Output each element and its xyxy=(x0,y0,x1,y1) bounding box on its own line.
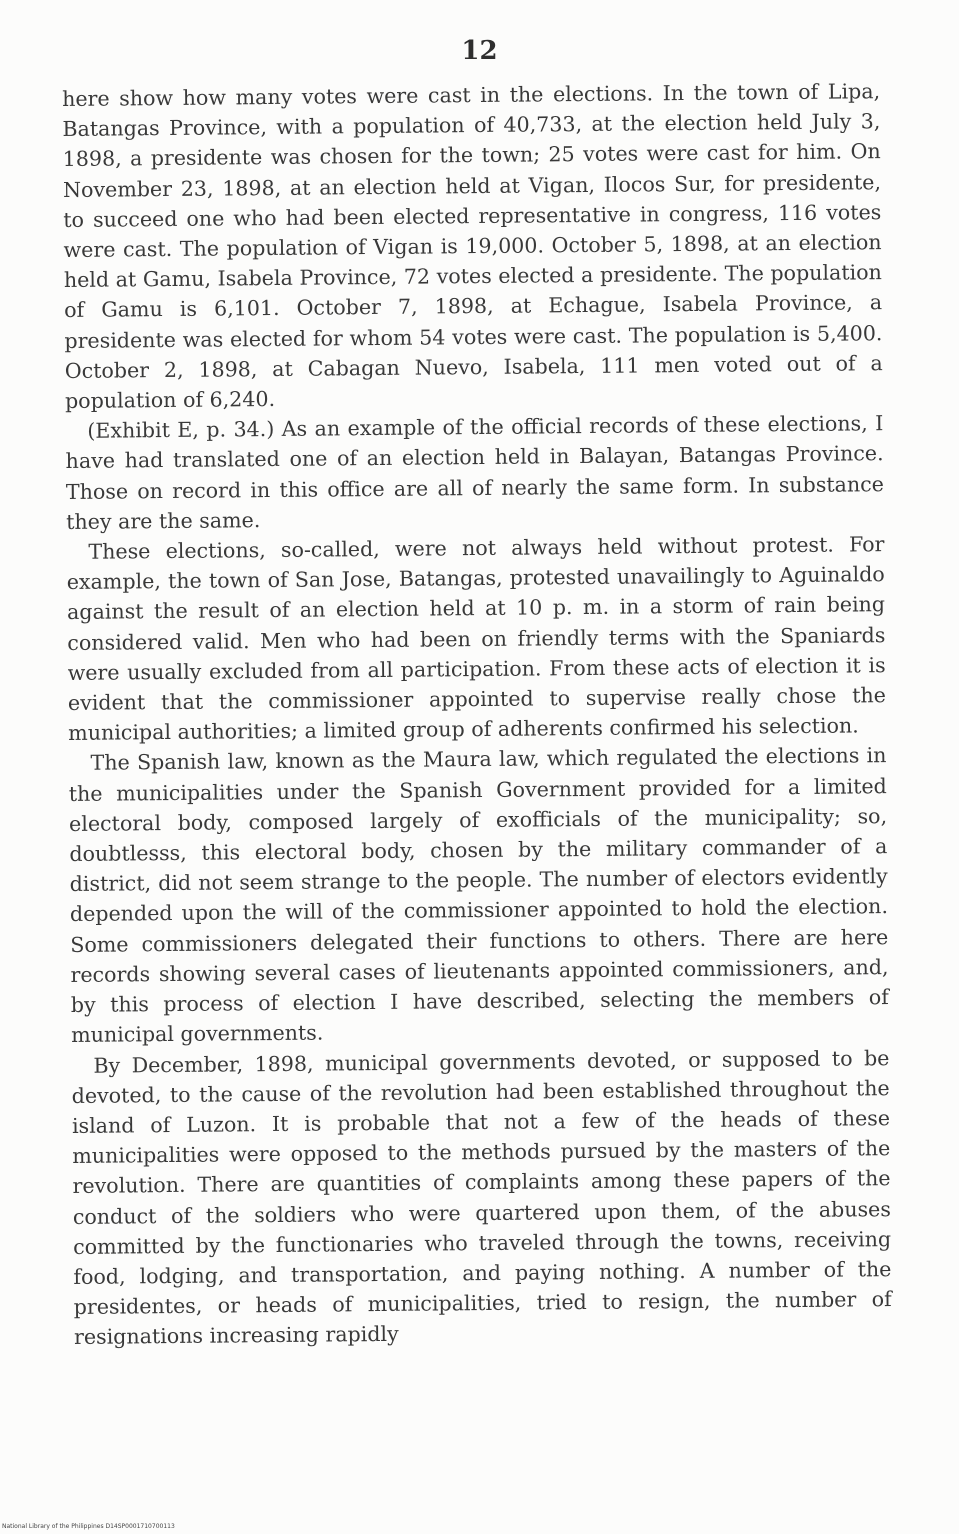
archive-footer-stamp: National Library of the Philippines D14SP0001710700113 xyxy=(2,1523,175,1530)
body-text xyxy=(62,76,892,1352)
paragraph-1: here show how many votes were cast in the elections. In the town of Lipa, Batangas Province, with a population of 40,733, at the election held July 3, 1898, a presidente was chosen for the town; 25 votes were cast for him. On November 23, 1898, at an election held at Vigan, Ilocos Sur, for presidente, to succeed one who had been elected representative in congress, 116 votes were cast. The population of Vigan is 19,000. October 5, 1898, at an election held at Gamu, Isabela Province, 72 votes elected a presidente. The population of Gamu is 6,101. October 7, 1898, at Echague, Isabela Province, a presidente was elected for whom 54 votes were cast. The population is 5,400. October 2, 1898, at Cabagan Nuevo, Isabela, 111 men voted out of a population of 6,240. xyxy=(62,79,883,414)
page-number: 12 xyxy=(461,36,498,66)
paragraph-2: (Exhibit E, p. 34.) As an example of the official records of these elections, I have had translated one of an election held in Balayan, Batangas Province. Those on record in this office are all of nearly the same form. In substance they are the same. xyxy=(65,411,884,534)
paragraph-5: By December, 1898, municipal governments devoted, or supposed to be devoted, to the cause of the revolution had been established throughout the island of Luzon. It is probable that not a few of the heads of these municipalities were opposed to the methods pursued by the masters of the revolution. There are quantities of complaints among these papers of the conduct of the soldiers who were quartered upon them, of the abuses committed by the functionaries who traveled through the towns, receiving food, lodging, and transportation, and paying nothing. A number of the presidentes, or heads of municipalities, tried to resign, the number of resignations increasing rapidly xyxy=(71,1045,892,1350)
paragraph-3: These elections, so-called, were not always held without protest. For example, the town of San Jose, Batangas, protested unavailingly to Aguinaldo against the result of an election held at 10 p. m. in a storm of rain being considered valid. Men who had been on friendly terms with the Spaniards were usually excluded from all participation. From these acts of election it is evident that the commissioner appointed to supervise really chose the municipal authorities; a limited group of adherents confirmed his selection. xyxy=(66,532,887,746)
paragraph-4: The Spanish law, known as the Maura law, which regulated the elections in the municipalities under the Spanish Government provided for a limited electoral body, composed largely of exofficials of the municipality; so, doubtlesss, this electoral body, chosen by the military commander of a district, did not seem strange to the people. The number of electors evidently depended upon the will of the commissioner appointed to hold the election. Some commissioners delegated their functions to others. There are here records showing several cases of lieutenants appointed commissioners, and, by this process of election I have described, selecting the members of municipal governments. xyxy=(68,743,889,1048)
